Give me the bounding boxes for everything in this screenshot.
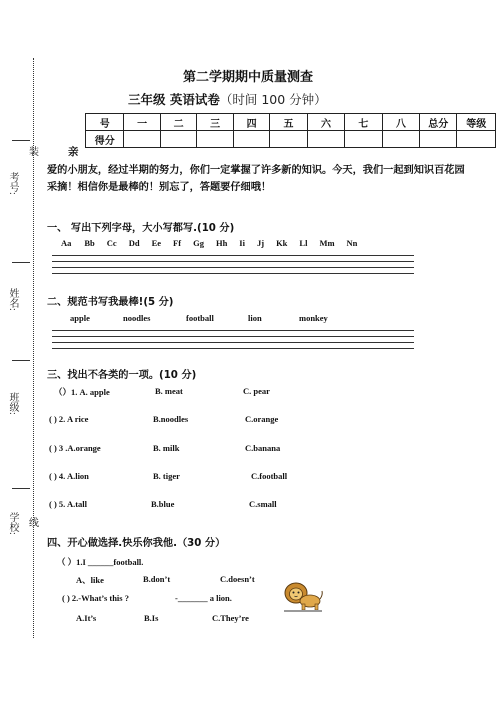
score-col: 三 xyxy=(197,114,233,131)
banji-label: 班级: xyxy=(7,392,18,415)
letter-pair: Aa xyxy=(61,238,72,248)
score-cell[interactable] xyxy=(160,131,196,148)
q3-1-number: （）1. A. apple xyxy=(54,387,110,397)
xuexiao-underline xyxy=(12,488,30,489)
score-cell[interactable] xyxy=(197,131,233,148)
xian-mark: 线 xyxy=(29,518,39,529)
score-cell[interactable] xyxy=(307,131,344,148)
letter-pair: Bb xyxy=(84,238,95,248)
letter-pair: Hh xyxy=(215,238,228,248)
q3-4-option-b: B. tiger xyxy=(153,471,180,481)
q4-2-option-b: B.Is xyxy=(144,613,159,623)
word-lion: lion xyxy=(248,313,262,323)
q4-2-blank: -_______ a lion. xyxy=(175,593,232,603)
score-cell[interactable] xyxy=(382,131,419,148)
letter-pair: Ff xyxy=(173,238,182,248)
score-cell[interactable] xyxy=(457,131,496,148)
q4-2-stem: ( ) 2.-What’s this ? xyxy=(62,593,129,603)
q3-4-option-c: C.football xyxy=(251,471,288,481)
banji-underline xyxy=(12,360,30,361)
score-col: 五 xyxy=(270,114,307,131)
writing-line[interactable] xyxy=(52,255,414,256)
section-2-title: 二、规范书写我最棒!(5 分) xyxy=(47,297,174,308)
q4-1-stem: （ ）1.I ______football. xyxy=(57,557,144,567)
section-1-title: 一、 写出下列字母，大小写都写.(10 分) xyxy=(47,223,235,234)
writing-line[interactable] xyxy=(52,348,414,349)
xuexiao-label: 学校: xyxy=(7,512,18,535)
score-cell[interactable] xyxy=(420,131,457,148)
writing-line[interactable] xyxy=(52,273,414,274)
kaohao-label: 考号: xyxy=(7,172,18,195)
letter-pair: Dd xyxy=(128,238,140,248)
q3-5-option-b: B.blue xyxy=(151,499,175,509)
letter-pair: Nn xyxy=(346,238,358,248)
q3-3-number: ( ) 3 .A.orange xyxy=(49,443,101,453)
word-football: football xyxy=(186,313,214,323)
score-header-row xyxy=(86,114,496,131)
q3-2-option-c: C.orange xyxy=(245,414,279,424)
writing-line[interactable] xyxy=(52,267,414,268)
q3-5-option-c: C.small xyxy=(249,499,277,509)
lion-illustration xyxy=(282,579,324,613)
exam-subtitle xyxy=(128,90,327,108)
q4-2-option-a: A.It’s xyxy=(76,613,97,623)
writing-line[interactable] xyxy=(52,336,414,337)
q3-1-option-b: B. meat xyxy=(155,386,183,396)
score-cell[interactable] xyxy=(124,131,160,148)
score-col: 号 xyxy=(86,114,124,131)
letter-pair: Jj xyxy=(256,238,265,248)
letter-pair: Mm xyxy=(319,238,335,248)
letter-pair: Ii xyxy=(239,238,245,248)
score-col: 八 xyxy=(382,114,419,131)
letter-pair: Cc xyxy=(106,238,117,248)
time-label: （时间 100 分钟） xyxy=(219,92,327,107)
q4-1-option-a: A、like xyxy=(76,575,104,585)
q3-5-number: ( ) 5. A.tall xyxy=(49,499,88,509)
word-monkey: monkey xyxy=(299,313,328,323)
q3-3-option-b: B. milk xyxy=(153,443,180,453)
letter-pair: Ee xyxy=(151,238,162,248)
subject-label: 三年级 英语试卷 xyxy=(128,92,220,107)
word-noodles: noodles xyxy=(123,313,151,323)
score-col: 等级 xyxy=(457,114,496,131)
zhuang-mark: 装 xyxy=(29,147,39,158)
writing-line[interactable] xyxy=(52,261,414,262)
letter-pair: Gg xyxy=(193,238,204,248)
q4-1-option-b: B.don’t xyxy=(143,574,171,584)
q3-3-option-c: C.banana xyxy=(245,443,281,453)
writing-line[interactable] xyxy=(52,330,414,331)
score-table xyxy=(85,113,496,148)
xingming-underline xyxy=(12,262,30,263)
score-cell[interactable] xyxy=(270,131,307,148)
score-row-label: 得分 xyxy=(86,131,124,148)
score-cell[interactable] xyxy=(233,131,269,148)
score-col: 一 xyxy=(124,114,160,131)
score-value-row xyxy=(86,131,496,148)
section-3-title: 三、找出不各类的一项。(10 分) xyxy=(47,370,197,381)
letter-pair: Kk xyxy=(276,238,288,248)
score-col: 二 xyxy=(160,114,196,131)
score-col: 四 xyxy=(233,114,269,131)
qin-mark: 亲 xyxy=(68,146,79,158)
score-cell[interactable] xyxy=(345,131,382,148)
q3-1-option-c: C. pear xyxy=(243,386,270,396)
q3-4-number: ( ) 4. A.lion xyxy=(49,471,89,481)
section-4-title: 四、开心做选择.快乐你我他.（30 分） xyxy=(47,538,226,549)
q3-2-number: ( ) 2. A rice xyxy=(49,414,89,424)
q4-2-option-c: C.They’re xyxy=(212,613,249,623)
q3-2-option-b: B.noodles xyxy=(153,414,189,424)
score-col: 六 xyxy=(307,114,344,131)
q4-1-option-c: C.doesn’t xyxy=(220,574,255,584)
letter-pair: Ll xyxy=(299,238,308,248)
exam-title: 第二学期期中质量测查 xyxy=(182,70,313,85)
score-col: 七 xyxy=(345,114,382,131)
intro-paragraph: 爱的小朋友，经过半期的努力，你们一定掌握了许多新的知识。今天，我们一起到知识百花园采摘！相信你是最棒的！别忘了，答题要仔细哦！ xyxy=(47,165,465,193)
kaohao-underline xyxy=(12,140,30,141)
word-apple: apple xyxy=(70,313,90,323)
xingming-label: 姓名: xyxy=(7,288,18,311)
letters-row xyxy=(61,238,357,248)
writing-line[interactable] xyxy=(52,342,414,343)
score-col: 总分 xyxy=(420,114,457,131)
